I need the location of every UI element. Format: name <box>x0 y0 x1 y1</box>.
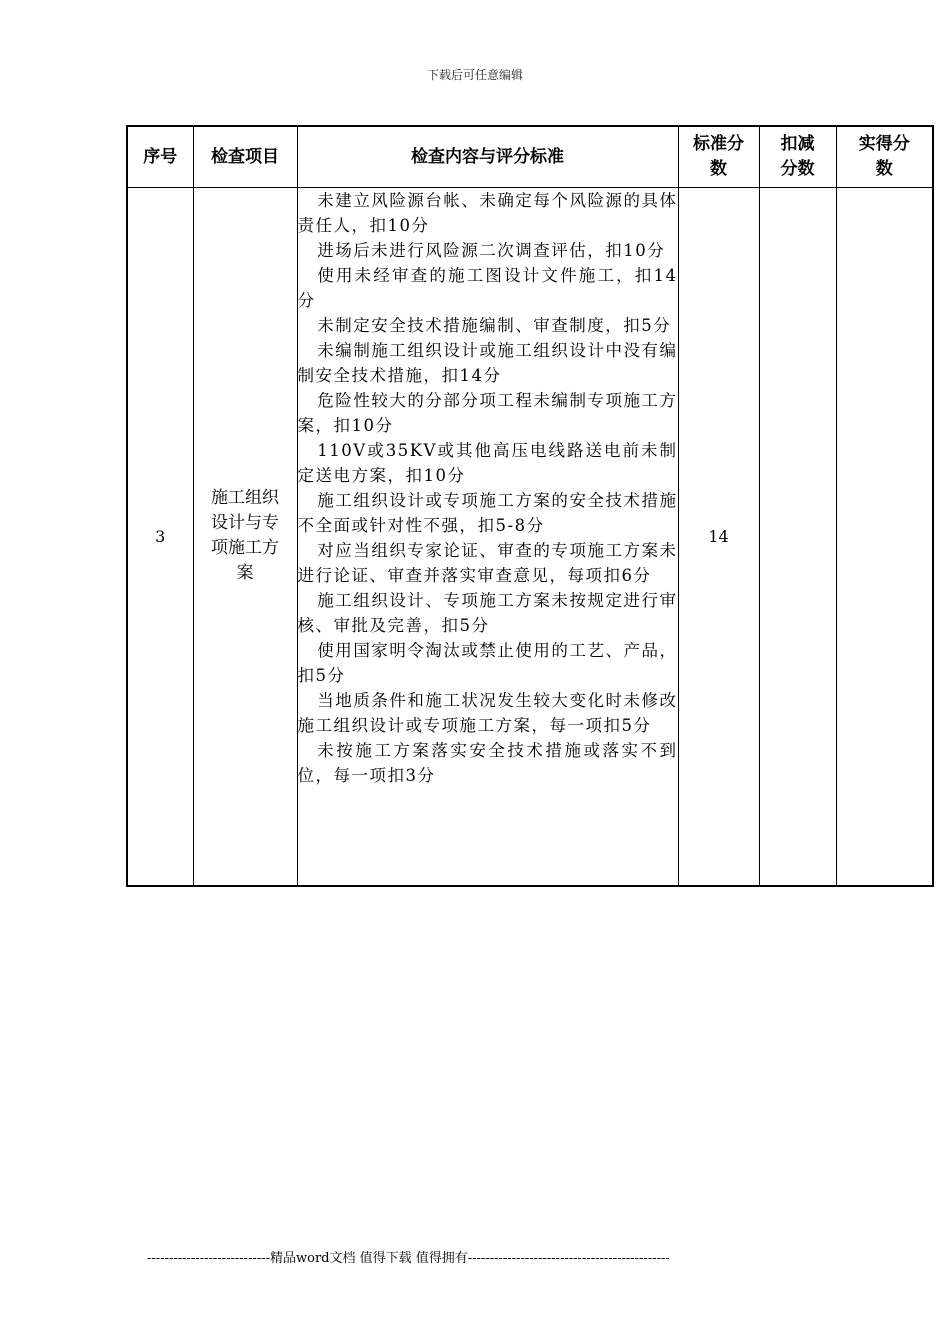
table-row <box>127 188 933 886</box>
row-criteria <box>297 188 678 886</box>
criterion-item: 当地质条件和施工状况发生较大变化时未修改施工组织设计或专项施工方案，每一项扣5分 <box>297 691 678 735</box>
row-item: 施工组织设计与专项施工方案 <box>193 188 297 886</box>
criterion-item: 110V或35KV或其他高压电线路送电前未制定送电方案，扣10分 <box>297 441 678 485</box>
table-header-row <box>127 126 933 188</box>
criterion-item: 施工组织设计或专项施工方案的安全技术措施不全面或针对性不强，扣5-8分 <box>297 491 678 535</box>
criterion-item: 危险性较大的分部分项工程未编制专项施工方案，扣10分 <box>297 391 678 435</box>
row-number: 3 <box>127 188 193 886</box>
criterion-item: 未建立风险源台帐、未确定每个风险源的具体责任人，扣10分 <box>297 191 678 235</box>
criterion-item: 使用国家明令淘汰或禁止使用的工艺、产品，扣5分 <box>297 641 678 685</box>
criterion-item: 对应当组织专家论证、审查的专项施工方案未进行论证、审查并落实审查意见，每项扣6分 <box>297 541 678 585</box>
criterion-item: 进场后未进行风险源二次调查评估，扣10分 <box>317 241 666 260</box>
header-standard-score: 标准分数 <box>678 126 759 188</box>
row-standard-score: 14 <box>678 188 759 886</box>
header-item: 检查项目 <box>193 126 297 188</box>
criterion-item: 未编制施工组织设计或施工组织设计中没有编制安全技术措施，扣14分 <box>297 341 678 385</box>
header-deducted-score: 扣减分数 <box>759 126 836 188</box>
inspection-table <box>126 125 934 887</box>
criterion-item: 未按施工方案落实安全技术措施或落实不到位，每一项扣3分 <box>297 741 678 785</box>
criterion-item: 施工组织设计、专项施工方案未按规定进行审核、审批及完善，扣5分 <box>297 591 678 635</box>
page-footer-note: ----------------------------精品word文档 值得下载 值得拥有---------------------------------------------- <box>147 1251 670 1266</box>
page-header-note: 下载后可任意编辑 <box>426 68 523 82</box>
row-deducted-score <box>759 188 836 886</box>
criterion-item: 使用未经审查的施工图设计文件施工，扣14分 <box>297 266 678 310</box>
row-actual-score <box>836 188 933 886</box>
header-number: 序号 <box>127 126 193 188</box>
header-criteria: 检查内容与评分标准 <box>297 126 678 188</box>
header-actual-score: 实得分数 <box>836 126 933 188</box>
criterion-item: 未制定安全技术措施编制、审查制度，扣5分 <box>317 316 672 335</box>
